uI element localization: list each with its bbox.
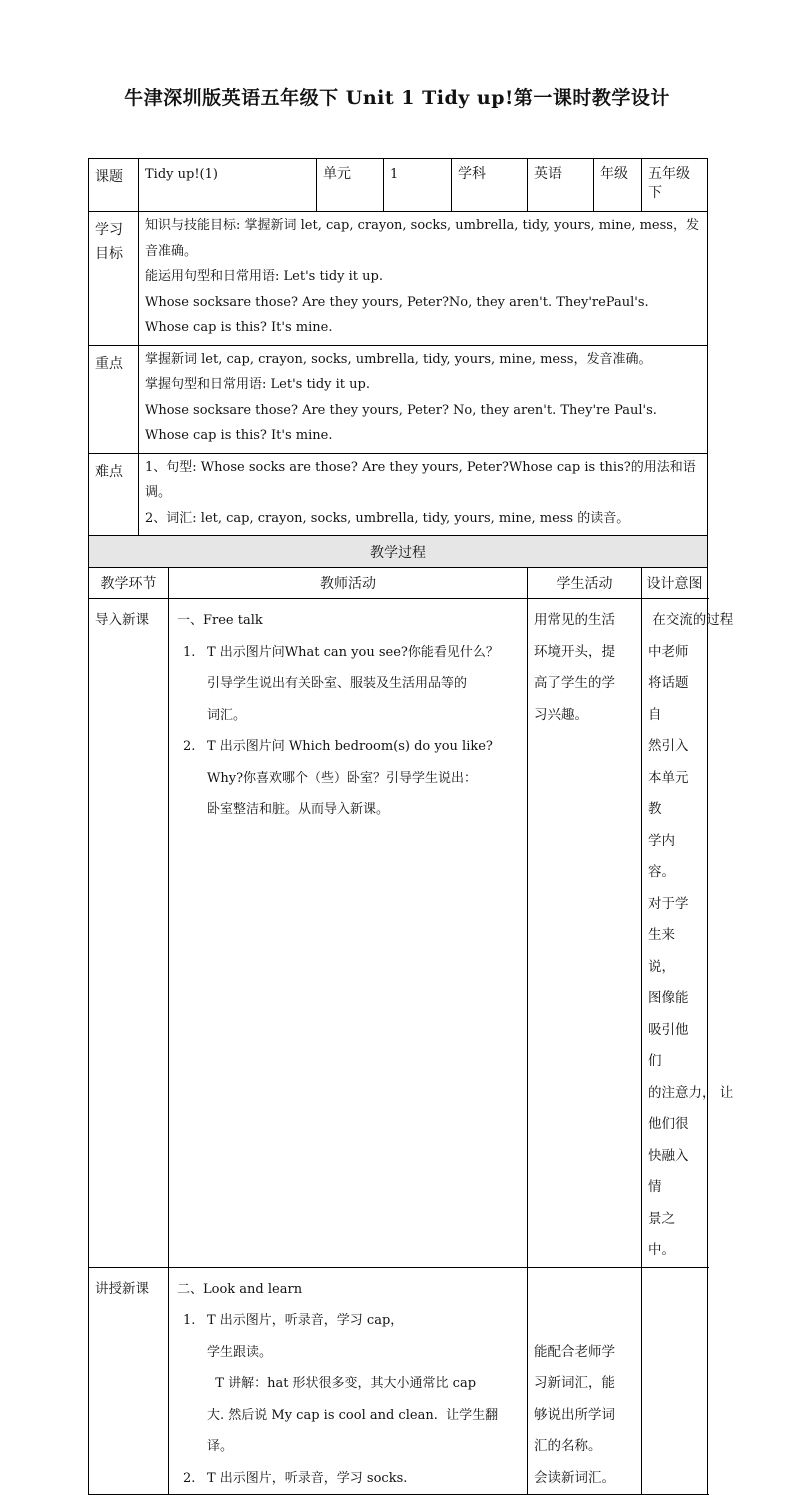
teacher-item bbox=[177, 1305, 519, 1463]
item-line: 译。 bbox=[207, 1439, 234, 1454]
item-line: 引导学生说出有关卧室、服装及生活用品等的 bbox=[207, 676, 468, 691]
key-points-line: 掌握句型和日常用语: Let's tidy it up. bbox=[145, 377, 370, 392]
process-section-title: 教学过程 bbox=[89, 536, 708, 568]
student-line: 高了学生的学 bbox=[534, 675, 615, 691]
subject-label: 学科 bbox=[452, 159, 528, 212]
student-line: 会读新词汇。 bbox=[534, 1469, 615, 1486]
student-line: 用常见的生活 bbox=[534, 612, 615, 628]
topic-label: 课题 bbox=[89, 159, 139, 212]
teacher-heading: 一、Free talk bbox=[177, 613, 263, 628]
key-points-line: Whose socksare those? Are they yours, Peter? No, they aren't. They're Paul's. bbox=[145, 402, 657, 418]
item-number: 1. bbox=[183, 1313, 196, 1328]
item-line: 大. 然后说 My cap is cool and clean. 让学生翻 bbox=[207, 1407, 499, 1423]
student-line bbox=[534, 1274, 635, 1306]
goals-content bbox=[139, 212, 708, 346]
item-line: T 出示图片问 Which bedroom(s) do you like? bbox=[207, 739, 493, 754]
teacher-heading: 二、Look and learn bbox=[177, 1281, 303, 1297]
process-header-row bbox=[89, 568, 708, 599]
item-line: T 出示图片，听录音，学习 cap， bbox=[207, 1313, 404, 1328]
teacher-activity-teaching bbox=[169, 1267, 528, 1495]
teacher-item bbox=[177, 731, 519, 826]
item-line: T 出示图片，听录音，学习 socks. bbox=[207, 1470, 408, 1486]
subject-value: 英语 bbox=[528, 159, 594, 212]
student-line: 能配合老师学 bbox=[534, 1343, 615, 1360]
item-line: 卧室整洁和脏。从而导入新课。 bbox=[207, 802, 390, 817]
teacher-item bbox=[177, 1463, 519, 1495]
key-points-row bbox=[89, 345, 708, 453]
document-title: 牛津深圳版英语五年级下 Unit 1 Tidy up!第一课时教学设计 bbox=[124, 87, 670, 109]
stage-teaching: 讲授新课 bbox=[89, 1267, 169, 1495]
goals-line: 知识与技能目标: 掌握新词 let, cap, crayon, socks, umbrella, tidy, yours, mine, mess，发音准确。 bbox=[145, 218, 699, 259]
intent-line: 对于学生来说， bbox=[648, 895, 689, 975]
intent-line: 然引入本单元教 bbox=[648, 738, 689, 817]
student-line bbox=[534, 1305, 635, 1337]
goals-label bbox=[89, 212, 139, 346]
intent-line: 学内容。 bbox=[648, 832, 675, 880]
intent-line: 中老师将话题自 bbox=[648, 643, 689, 723]
teacher-activity-intro bbox=[169, 599, 528, 1268]
process-section-row bbox=[89, 536, 708, 568]
item-line: T 讲解：hat 形状很多变，其大小通常比 cap bbox=[207, 1376, 477, 1391]
process-row-teaching bbox=[89, 1267, 708, 1495]
goals-row bbox=[89, 212, 708, 346]
difficulties-content bbox=[139, 453, 708, 536]
grade-label: 年级 bbox=[594, 159, 642, 212]
goals-line: Whose cap is this? It's mine. bbox=[145, 320, 333, 335]
intent-line: 在交流的过程 bbox=[648, 612, 734, 628]
student-activity-teaching bbox=[528, 1267, 642, 1495]
item-number: 2. bbox=[183, 739, 196, 754]
design-intent-teaching bbox=[642, 1267, 708, 1495]
student-activity-intro bbox=[528, 599, 642, 1268]
student-line: 习新词汇，能 bbox=[534, 1375, 615, 1391]
unit-label: 单元 bbox=[317, 159, 384, 212]
key-points-line: 掌握新词 let, cap, crayon, socks, umbrella, tidy, yours, mine, mess，发音准确。 bbox=[145, 351, 652, 367]
difficulties-label: 难点 bbox=[89, 453, 139, 536]
unit-value: 1 bbox=[384, 159, 452, 212]
info-row bbox=[89, 159, 708, 212]
lesson-plan-table bbox=[88, 158, 734, 1495]
intent-line: 的注意力， 让 bbox=[648, 1084, 734, 1101]
difficulties-line: 1、句型: Whose socks are those? Are they yours, Peter?Whose cap is this?的用法和语调。 bbox=[145, 459, 696, 500]
key-points-content bbox=[139, 345, 708, 453]
difficulties-row bbox=[89, 453, 708, 536]
process-row-intro bbox=[89, 599, 708, 1268]
key-points-line: Whose cap is this? It's mine. bbox=[145, 428, 333, 443]
header-teacher: 教师活动 bbox=[169, 568, 528, 599]
item-line: 词汇。 bbox=[207, 707, 247, 723]
topic-value: Tidy up!(1) bbox=[139, 159, 317, 212]
intent-line: 景之中。 bbox=[648, 1210, 675, 1258]
design-intent-intro bbox=[642, 599, 734, 1268]
key-points-label: 重点 bbox=[89, 345, 139, 453]
intent-line: 图像能吸引他们 bbox=[648, 990, 689, 1069]
student-line: 环境开头，提 bbox=[534, 643, 615, 660]
header-intent: 设计意图 bbox=[642, 568, 708, 599]
item-number: 1. bbox=[183, 644, 196, 660]
goals-line: Whose socksare those? Are they yours, Peter?No, they aren't. They'rePaul's. bbox=[145, 294, 649, 310]
header-student: 学生活动 bbox=[528, 568, 642, 599]
student-line: 汇的名称。 bbox=[534, 1438, 602, 1454]
goals-line: 能运用句型和日常用语: Let's tidy it up. bbox=[145, 269, 383, 284]
student-line: 习兴趣。 bbox=[534, 706, 588, 723]
difficulties-line: 2、词汇: let, cap, crayon, socks, umbrella, tidy, yours, mine, mess 的读音。 bbox=[145, 510, 630, 526]
item-line: 学生跟读。 bbox=[207, 1344, 273, 1360]
intent-line: 他们很快融入情 bbox=[648, 1116, 689, 1195]
teacher-item bbox=[177, 637, 519, 732]
item-number: 2. bbox=[183, 1470, 196, 1486]
item-line: Why?你喜欢哪个（些）卧室？引导学生说出： bbox=[207, 770, 478, 786]
grade-value: 五年级下 bbox=[642, 159, 708, 212]
header-stage: 教学环节 bbox=[89, 568, 169, 599]
stage-intro: 导入新课 bbox=[89, 599, 169, 1268]
student-line: 够说出所学词 bbox=[534, 1406, 615, 1423]
goals-label-text: 学习目标 bbox=[95, 222, 123, 262]
item-line: T 出示图片问What can you see?你能看见什么？ bbox=[207, 644, 499, 660]
